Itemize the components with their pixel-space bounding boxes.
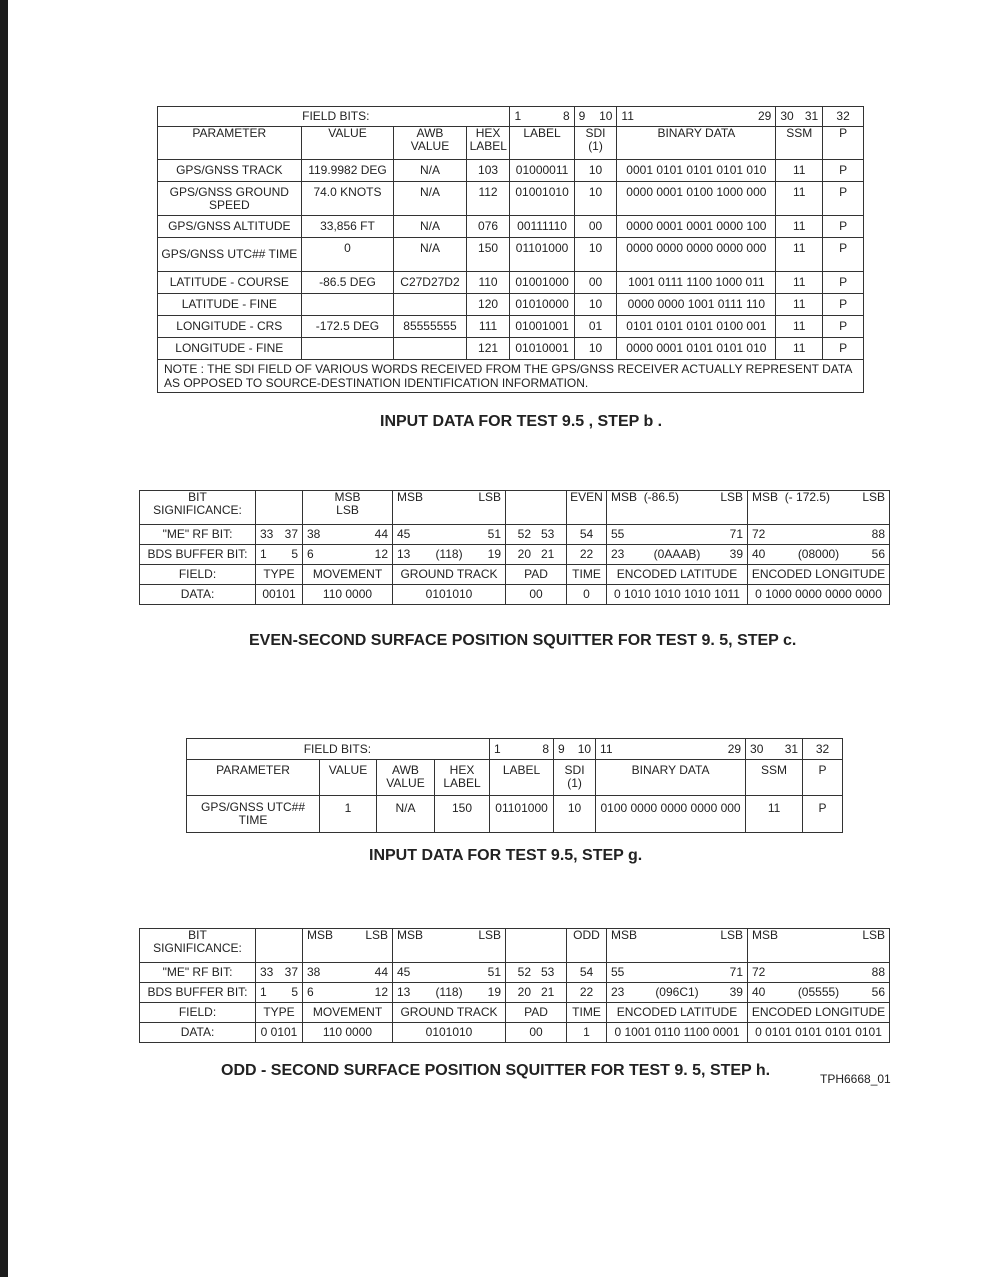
header-binary-data: BINARY DATA [617, 127, 776, 160]
header-awb-value: AWB VALUE [394, 127, 466, 160]
header-parameter: PARAMETER [158, 127, 302, 160]
table-row: LONGITUDE - CRS -172.5 DEG 85555555 111 01001001 01 0101 0101 0101 0100 001 11 P [158, 316, 864, 338]
movement-msb-lsb: MSB LSB [303, 491, 393, 525]
input-data-table-step-b [157, 106, 864, 393]
input-data-table-step-g: FIELD BITS: 1 8 9 10 11 29 30 31 32 PARAMETER VALUE AWB VALUE HEX LABEL LABEL SDI (1) BINARY DATA SSM P GPS/GNSS UTC## TIME 1 N/A 150 01101000 10 0100 0000 0000 0000 000 11 P [186, 738, 843, 833]
even-squitter-table [139, 490, 890, 605]
table-row: GPS/GNSS TRACK 119.9982 DEG N/A 103 01000011 10 0001 0101 0101 0101 010 11 P [158, 160, 864, 182]
me-rf-bit-row: "ME" RF BIT: 33 37 38 44 45 51 52 53 54 55 71 72 88 [140, 963, 890, 983]
caption-step-g: INPUT DATA FOR TEST 9.5, STEP g. [369, 847, 643, 864]
odd-marker: ODD [567, 929, 607, 963]
me-rf-bit-row: "ME" RF BIT: 33 37 38 44 45 51 52 53 54 55 71 72 88 [140, 525, 890, 545]
caption-step-c: EVEN-SECOND SURFACE POSITION SQUITTER FOR TEST 9. 5, STEP c. [249, 632, 797, 649]
table-row: GPS/GNSS UTC## TIME 0 N/A 150 01101000 10 0000 0000 0000 0000 000 11 P [158, 238, 864, 272]
left-edge-bar [0, 0, 8, 1277]
bits-parity: 32 [823, 107, 864, 127]
table-row: GPS/GNSS ALTITUDE 33,856 FT N/A 076 00111110 00 0000 0001 0001 0000 100 11 P [158, 216, 864, 238]
lat-msb-lsb: MSB (-86.5) LSB [607, 491, 748, 525]
table-row: GPS/GNSS GROUND SPEED 74.0 KNOTS N/A 112 01001010 10 0000 0001 0100 1000 000 11 P [158, 182, 864, 216]
bits-label-range: 1 8 [510, 107, 574, 127]
caption-step-b: INPUT DATA FOR TEST 9.5 , STEP b . [380, 413, 663, 430]
sdi-note: NOTE : THE SDI FIELD OF VARIOUS WORDS RECEIVED FROM THE GPS/GNSS RECEIVER ACTUALLY REPRESENT DATA AS OPPOSED TO SOURCE-DESTINATION IDENTIFICATION INFORMATION. [158, 360, 864, 393]
bits-ssm-range: 30 31 [776, 107, 823, 127]
bits-sdi-range: 9 10 [574, 107, 617, 127]
field-bits-label: FIELD BITS: [187, 739, 490, 760]
header-sdi: SDI (1) [574, 127, 617, 160]
bds-buffer-bit-row: BDS BUFFER BIT: 1 5 6 12 13 (118) 19 20 21 22 23 (096C1) 39 40 (05555) 56 [140, 983, 890, 1003]
header-value: VALUE [301, 127, 394, 160]
field-row: FIELD: TYPE MOVEMENT GROUND TRACK PAD TIME ENCODED LATITUDE ENCODED LONGITUDE [140, 1003, 890, 1023]
table-row: GPS/GNSS UTC## TIME 1 N/A 150 01101000 10 0100 0000 0000 0000 000 11 P [187, 796, 843, 833]
figure-id: TPH6668_01 [820, 1072, 891, 1086]
data-row: DATA: 00101 110 0000 0101010 00 0 0 1010 1010 1010 1011 0 1000 0000 0000 0000 [140, 585, 890, 605]
header-parity: P [823, 127, 864, 160]
bit-significance-label: BIT SIGNIFICANCE: [140, 491, 256, 525]
table-row: LONGITUDE - FINE 121 01010001 10 0000 0001 0101 0101 010 11 P [158, 338, 864, 360]
odd-squitter-table: BIT SIGNIFICANCE: MSB LSB MSB LSB ODD MSB LSB MSB LSB "ME" RF BIT: 33 37 38 44 45 51 52 53 54 55 71 72 88 BDS BUFFER BIT: 1 5 6 12 13 (118) 19 20 21 22 23 (096C1) 39 40 (05555) 56 FIELD: TYPE MOVEMENT GROUND TRACK PAD TIME ENCODED LATITUDE ENCODED LONGITUDE DATA: 0 0101 110 0000 0101010 00 1 0 1001 0110 1100 0001 0 0101 0101 0101 0101 [139, 928, 890, 1043]
header-hex-label: HEX LABEL [466, 127, 510, 160]
lon-msb-lsb: MSB (- 172.5) LSB [748, 491, 890, 525]
field-bits-label: FIELD BITS: [158, 107, 510, 127]
header-row: PARAMETER VALUE AWB VALUE HEX LABEL LABEL SDI (1) BINARY DATA SSM P [187, 760, 843, 796]
caption-step-h: ODD - SECOND SURFACE POSITION SQUITTER FOR TEST 9. 5, STEP h. [221, 1062, 771, 1079]
header-label: LABEL [510, 127, 574, 160]
bds-buffer-bit-row: BDS BUFFER BIT: 1 5 6 12 13 (118) 19 20 21 22 23 (0AAAB) 39 40 (08000) 56 [140, 545, 890, 565]
field-row: FIELD: TYPE MOVEMENT GROUND TRACK PAD TIME ENCODED LATITUDE ENCODED LONGITUDE [140, 565, 890, 585]
bit-significance-label: BIT SIGNIFICANCE: [140, 929, 256, 963]
even-marker: EVEN [567, 491, 607, 525]
bits-data-range: 11 29 [617, 107, 776, 127]
header-row [158, 127, 864, 160]
table-row: LATITUDE - FINE 120 01010000 10 0000 0000 1001 0111 110 11 P [158, 294, 864, 316]
header-ssm: SSM [776, 127, 823, 160]
table-row: LATITUDE - COURSE -86.5 DEG C27D27D2 110 01001000 00 1001 0111 1100 1000 011 11 P [158, 272, 864, 294]
track-msb-lsb: MSB LSB [393, 491, 506, 525]
data-row: DATA: 0 0101 110 0000 0101010 00 1 0 1001 0110 1100 0001 0 0101 0101 0101 0101 [140, 1023, 890, 1043]
